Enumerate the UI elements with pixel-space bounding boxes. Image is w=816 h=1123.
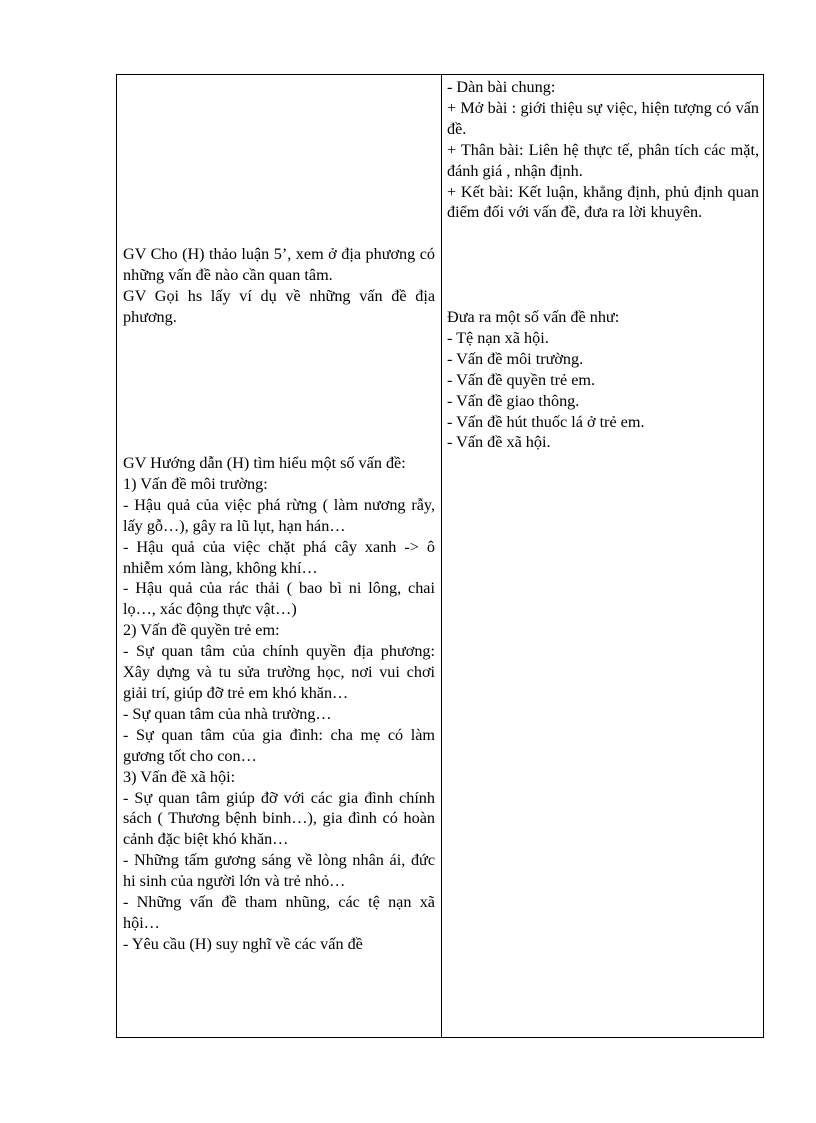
guide-block xyxy=(123,453,435,955)
outline-intro: + Mở bài : giới thiệu sự việc, hiện tượng có vấn đề. xyxy=(447,98,759,138)
outline-conclusion: + Kết bài: Kết luận, khẳng định, phủ định quan điểm đối với vấn đề, đưa ra lời khuyên. xyxy=(447,182,759,222)
society-point: - Những tấm gương sáng về lòng nhân ái, đức hi sinh của người lớn và trẻ nhỏ… xyxy=(123,851,435,891)
section-title-environment: 1) Vấn đề môi trường: xyxy=(123,474,268,493)
child-rights-point: - Sự quan tâm của gia đình: cha mẹ có làm gương tốt cho con… xyxy=(123,725,435,765)
discussion-block xyxy=(123,244,435,328)
example-item: - Tệ nạn xã hội. xyxy=(447,328,549,347)
discussion-instruction: GV Cho (H) thảo luận 5’, xem ở địa phương có những vấn đề nào cần quan tâm. xyxy=(123,245,435,284)
outline-body: + Thân bài: Liên hệ thực tế, phân tích các mặt, đánh giá , nhận định. xyxy=(447,140,759,180)
environment-point: - Hậu quả của việc chặt phá cây xanh -> ô nhiễm xóm làng, không khí… xyxy=(123,537,435,577)
environment-point: - Hậu quả của rác thải ( bao bì ni lông, chai lọ…, xác động thực vật…) xyxy=(123,579,435,619)
outline-block xyxy=(447,77,759,223)
child-rights-point: - Sự quan tâm của nhà trường… xyxy=(123,704,332,723)
example-item: - Vấn đề xã hội. xyxy=(447,433,551,452)
environment-point: - Hậu quả của việc phá rừng ( làm nương rẫy, lấy gỗ…), gây ra lũ lụt, hạn hán… xyxy=(123,495,435,535)
example-item: - Vấn đề hút thuốc lá ở trẻ em. xyxy=(447,412,645,431)
example-item: - Vấn đề quyền trẻ em. xyxy=(447,370,596,389)
examples-block xyxy=(447,307,759,453)
final-instruction: - Yêu cầu (H) suy nghĩ về các vấn đề xyxy=(123,934,363,953)
column-divider xyxy=(441,74,442,1038)
examples-heading: Đưa ra một số vấn đề như: xyxy=(447,308,620,326)
example-item: - Vấn đề môi trường. xyxy=(447,349,584,368)
society-point: - Những vấn đề tham nhũng, các tệ nạn xã hội… xyxy=(123,893,435,932)
section-title-child-rights: 2) Vấn đề quyền trẻ em: xyxy=(123,621,280,640)
outline-heading: - Dàn bài chung: xyxy=(447,78,556,96)
child-rights-point: - Sự quan tâm của chính quyền địa phương: Xây dựng và tu sửa trường học, nơi vui chơi giải trí, giúp đỡ trẻ em khó khăn… xyxy=(123,642,435,702)
example-item: - Vấn đề giao thông. xyxy=(447,391,580,410)
section-title-society: 3) Vấn đề xã hội: xyxy=(123,767,236,786)
society-point: - Sự quan tâm giúp đỡ với các gia đình chính sách ( Thương bệnh binh…), gia đình có hoàn cảnh đặc biệt khó khăn… xyxy=(123,788,435,849)
example-request: GV Gọi hs lấy ví dụ về những vấn đề địa phương. xyxy=(123,286,435,326)
guide-heading: GV Hướng dẫn (H) tìm hiểu một số vấn đề: xyxy=(123,454,406,472)
